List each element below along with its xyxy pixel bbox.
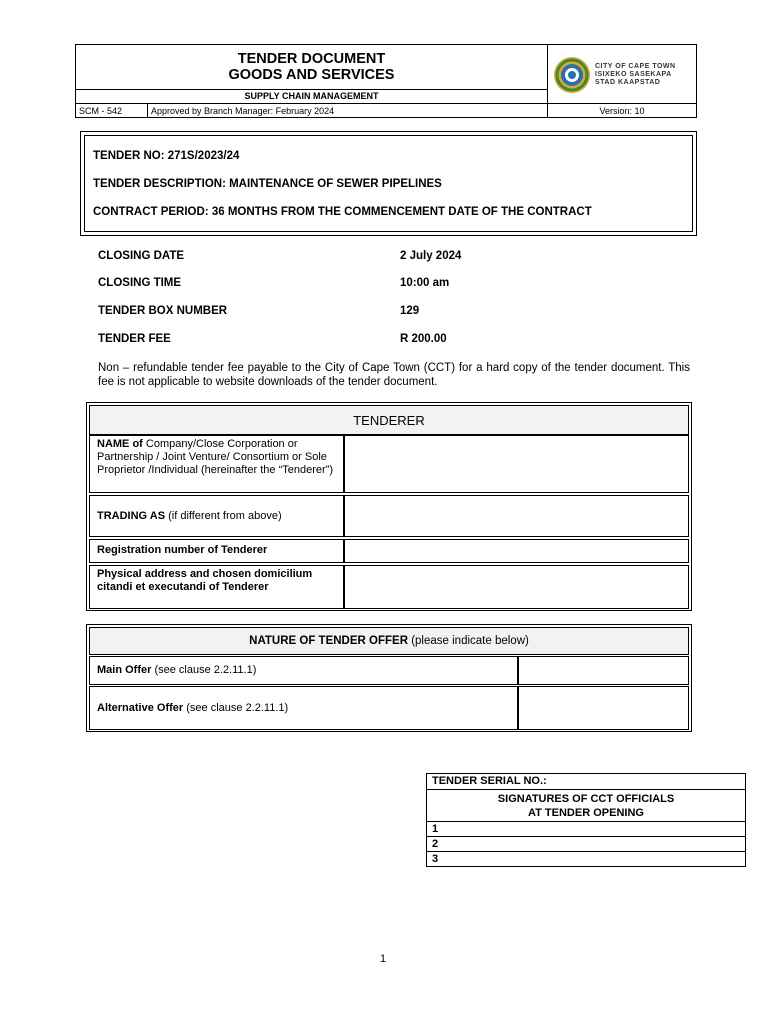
name-label: NAME of Company/Close Corporation or Partnership / Joint Venture/ Consortium or Sole Proprietor /Individual (hereinafter the “Tenderer”) — [89, 435, 344, 493]
tender-number: TENDER NO: 271S/2023/24 — [93, 150, 240, 162]
address-label: Physical address and chosen domicilium citandi et executandi of Tenderer — [89, 565, 344, 609]
signature-row-3[interactable]: 3 — [426, 851, 746, 867]
closing-date-value: 2 July 2024 — [400, 250, 462, 262]
approval-note: Approved by Branch Manager: February 2024 — [148, 104, 548, 118]
box-number-value: 129 — [400, 305, 420, 317]
tender-fee-value: R 200.00 — [400, 333, 447, 345]
contract-period: CONTRACT PERIOD: 36 MONTHS FROM THE COMMENCEMENT DATE OF THE CONTRACT — [93, 206, 592, 218]
main-offer-field[interactable] — [518, 656, 689, 685]
tenderer-table — [86, 402, 692, 611]
signature-row-1[interactable]: 1 — [426, 821, 746, 837]
tender-fee-label: TENDER FEE — [98, 333, 171, 345]
offer-heading: NATURE OF TENDER OFFER (please indicate below) — [89, 627, 689, 655]
title-line-2: GOODS AND SERVICES — [228, 67, 395, 83]
title-line-1: TENDER DOCUMENT — [237, 51, 386, 67]
header-subtitle: SUPPLY CHAIN MANAGEMENT — [76, 89, 548, 103]
name-field[interactable] — [344, 435, 689, 493]
main-offer-label: Main Offer (see clause 2.2.11.1) — [89, 656, 518, 685]
logo-text: CITY OF CAPE TOWN ISIXEKO SASEKAPA STAD KAAPSTAD — [595, 63, 676, 86]
closing-time-value: 10:00 am — [400, 277, 450, 289]
signatures-heading: SIGNATURES OF CCT OFFICIALS AT TENDER OPENING — [426, 789, 746, 822]
fee-note: Non – refundable tender fee payable to the City of Cape Town (CCT) for a hard copy of the tender document. This fee is not applicable to website downloads of the tender document. — [98, 362, 690, 388]
city-emblem-icon — [552, 55, 592, 95]
registration-field[interactable] — [344, 539, 689, 563]
serial-label: TENDER SERIAL NO.: — [426, 773, 746, 790]
document-header — [75, 44, 697, 118]
alt-offer-field[interactable] — [518, 686, 689, 730]
doc-code: SCM - 542 — [76, 104, 148, 118]
header-title — [76, 45, 548, 89]
closing-date-label: CLOSING DATE — [98, 250, 185, 262]
page-number: 1 — [380, 953, 387, 965]
alt-offer-label: Alternative Offer (see clause 2.2.11.1) — [89, 686, 518, 730]
trading-label: TRADING AS (if different from above) — [89, 495, 344, 537]
tenderer-heading: TENDERER — [89, 405, 689, 435]
address-field[interactable] — [344, 565, 689, 609]
offer-table — [86, 624, 692, 732]
version: Version: 10 — [599, 106, 645, 116]
city-logo — [548, 45, 696, 103]
signature-row-2[interactable]: 2 — [426, 836, 746, 852]
box-number-label: TENDER BOX NUMBER — [98, 305, 228, 317]
serial-signatures-table — [426, 773, 746, 867]
tender-info-box — [80, 131, 697, 236]
trading-field[interactable] — [344, 495, 689, 537]
closing-time-label: CLOSING TIME — [98, 277, 182, 289]
header-meta-row — [76, 103, 696, 118]
registration-label: Registration number of Tenderer — [89, 539, 344, 563]
tender-description: TENDER DESCRIPTION: MAINTENANCE OF SEWER PIPELINES — [93, 178, 442, 190]
